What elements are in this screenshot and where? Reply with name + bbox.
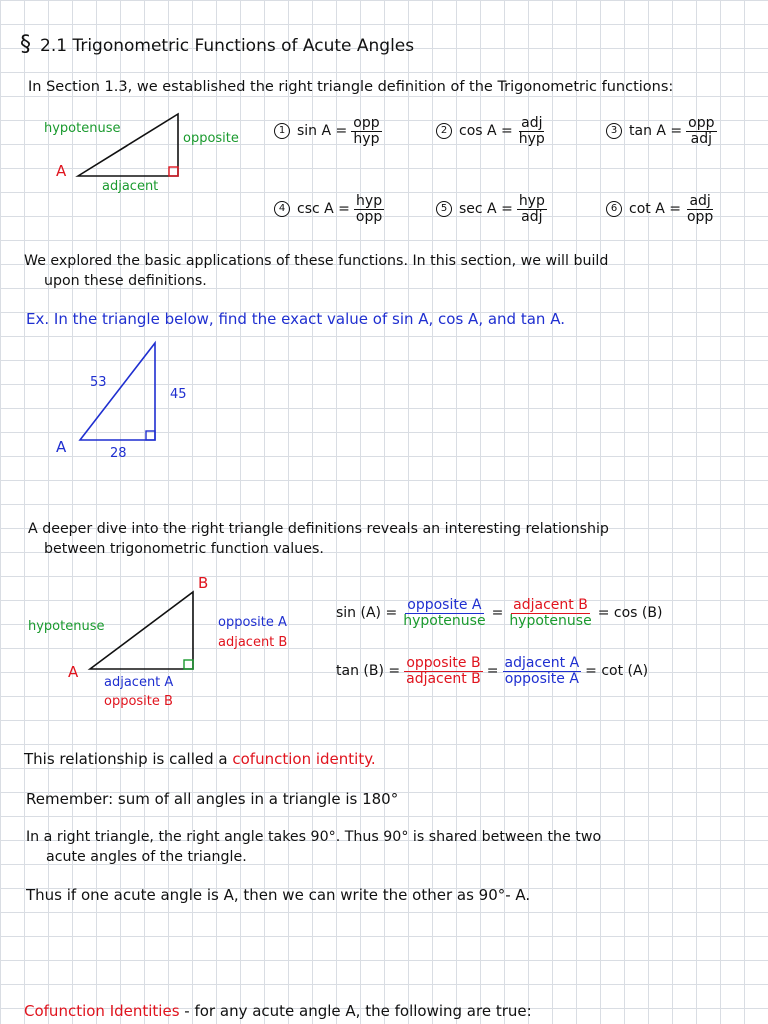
deeper-text-line2: between trigonometric function values. [44, 541, 324, 557]
explored-text-line2: upon these definitions. [44, 273, 207, 289]
example-vertex-a: A [56, 438, 67, 456]
triangle2-adjacent-a: adjacent A [104, 675, 174, 690]
intro-text: In Section 1.3, we established the right triangle definition of the Trigonometric functions: [28, 79, 674, 95]
identity-tan-cot: tan (B) = opposite B adjacent B = adjacent A opposite A = cot (A) [336, 655, 649, 687]
definition-tan: 3 tan A = opp adj [606, 116, 717, 146]
section-mark: § [20, 32, 31, 57]
identity-sin-cos: sin (A) = opposite A hypotenuse = adjacent B hypotenuse = cos (B) [336, 597, 663, 629]
triangle2-opposite-b: opposite B [104, 694, 173, 709]
triangle2-hypotenuse: hypotenuse [28, 619, 105, 634]
triangle2-vertex-b: B [198, 574, 209, 592]
cofunction-identity-term: cofunction identity. [232, 750, 376, 768]
right-angle-text-line1: In a right triangle, the right angle takes 90°. Thus 90° is shared between the two [26, 829, 602, 845]
triangle2-opposite-a: opposite A [218, 615, 287, 630]
label-hypotenuse: hypotenuse [44, 121, 121, 136]
example-adj-label: 28 [110, 446, 127, 461]
label-opposite: opposite [183, 131, 239, 146]
example-hyp-label: 53 [90, 375, 107, 390]
page-title: 2.1 Trigonometric Functions of Acute Angles [40, 36, 415, 56]
example-text: Ex. In the triangle below, find the exact value of sin A, cos A, and tan A. [26, 310, 565, 328]
definition-cot: 6 cot A = adj opp [606, 194, 715, 224]
definition-sec: 5 sec A = hyp adj [436, 194, 547, 224]
deeper-text-line1: A deeper dive into the right triangle definitions reveals an interesting relationship [28, 521, 609, 537]
explored-text-line1: We explored the basic applications of these functions. In this section, we will build [24, 253, 609, 269]
triangle2-adjacent-b: adjacent B [218, 635, 288, 650]
cofunction-identities-term: Cofunction Identities [24, 1002, 180, 1020]
triangle2-vertex-a: A [68, 663, 79, 681]
label-adjacent: adjacent [102, 179, 159, 194]
definition-csc: 4 csc A = hyp opp [274, 194, 384, 224]
definition-sin: 1 sin A = opp hyp [274, 116, 382, 146]
remember-text: Remember: sum of all angles in a triangle is 180° [26, 790, 399, 808]
right-angle-text-line2: acute angles of the triangle. [46, 849, 247, 865]
cofunction-identity-line: This relationship is called a cofunction identity. [24, 750, 376, 768]
cofunction-identities-heading: Cofunction Identities - for any acute angle A, the following are true: [24, 1002, 532, 1020]
definition-cos: 2 cos A = adj hyp [436, 116, 547, 146]
vertex-a-label: A [56, 162, 67, 180]
thus-text: Thus if one acute angle is A, then we can write the other as 90°- A. [26, 886, 531, 904]
example-opp-label: 45 [170, 387, 187, 402]
